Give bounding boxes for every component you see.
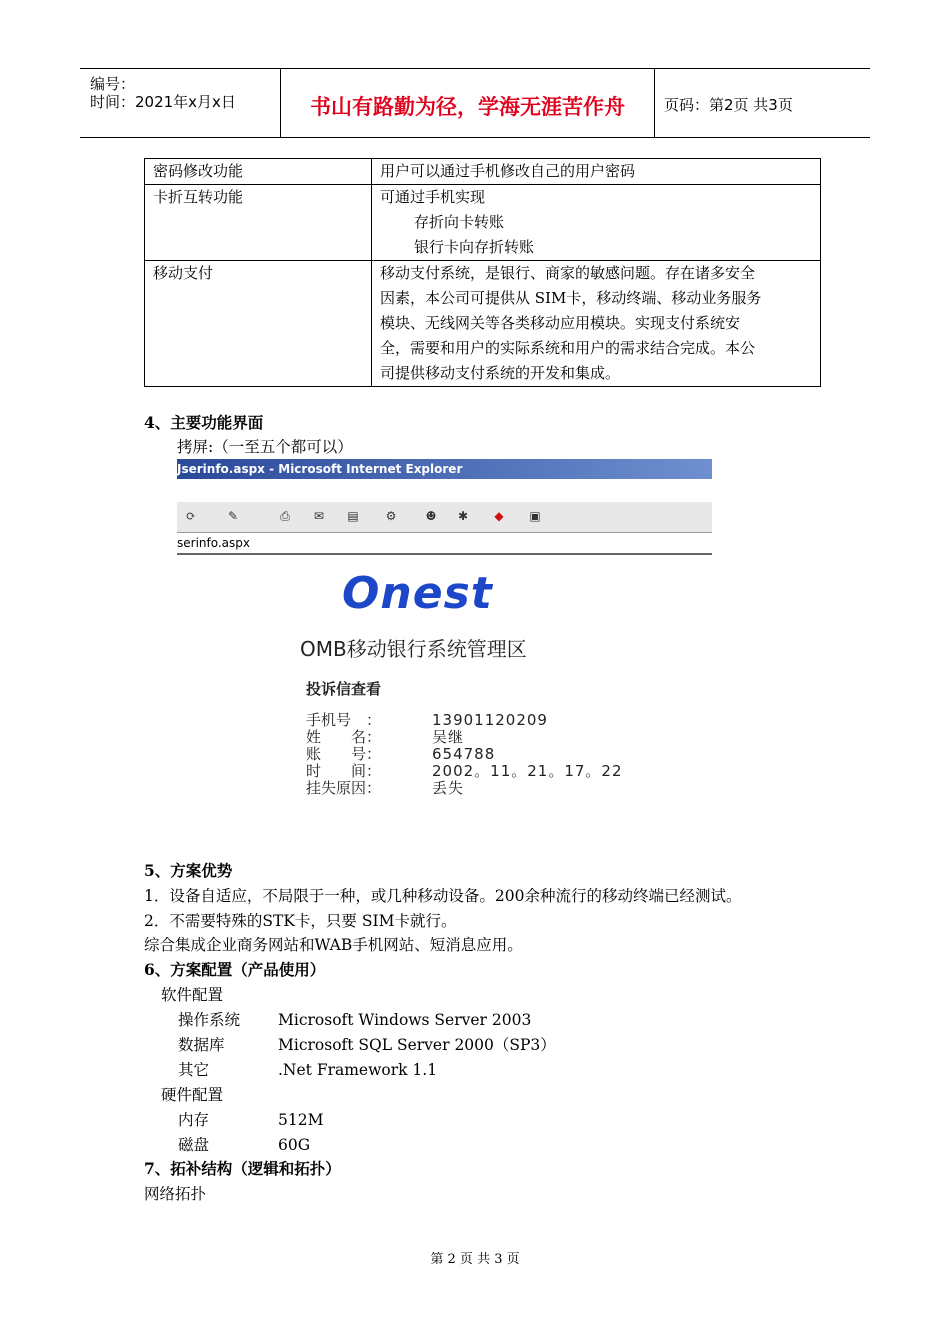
field-value: 13901120209 (432, 711, 548, 729)
complaint-subtitle: 投诉信查看 (306, 680, 382, 698)
page-header (80, 68, 870, 138)
feature-table (144, 158, 821, 387)
feature-desc (372, 261, 821, 387)
refresh-icon: ⟳ (185, 509, 197, 523)
desc-subline: 存折向卡转账 (414, 213, 505, 231)
edit-icon: ✎ (227, 509, 239, 523)
field-label: 挂失原因： (306, 779, 382, 797)
field-label: 账 号： (306, 745, 382, 763)
number-label: 编号： (90, 75, 136, 93)
advantage-item: 综合集成企业商务网站和WAB手机网站、短消息应用。 (144, 936, 523, 954)
config-value: .Net Framework 1.1 (278, 1061, 438, 1079)
page-footer: 第 2 页 共 3 页 (430, 1252, 520, 1267)
field-value: 丢失 (432, 779, 465, 797)
browser-screenshot (177, 459, 712, 555)
desc-line: 可通过手机实现 (380, 188, 486, 206)
field-value: 2002。11。21。17。22 (432, 762, 623, 780)
field-label: 时 间： (306, 762, 382, 780)
onest-logo: Onest (342, 568, 493, 619)
settings-icon: ✱ (457, 509, 469, 523)
system-title: OMB移动银行系统管理区 (300, 637, 527, 661)
mail-icon: ✉ (313, 509, 325, 523)
advantage-item: 2．不需要特殊的STK卡，只要 SIM卡就行。 (144, 912, 457, 930)
field-row (306, 728, 465, 746)
window-icon: ▣ (529, 509, 541, 523)
field-label: 姓 名： (306, 728, 382, 746)
section6-title: 6、方案配置（产品使用） (144, 960, 326, 979)
page-label: 页码：第2页 共3页 (664, 96, 793, 114)
desc-line: 用户可以通过手机修改自己的用户密码 (380, 162, 636, 180)
tools-icon: ⚙ (385, 509, 397, 523)
desc-subline: 银行卡向存折转账 (414, 238, 535, 256)
section7-title: 7、拓补结构（逻辑和拓扑） (144, 1159, 341, 1178)
desc-line: 移动支付系统，是银行、商家的敏感问题。存在诸多安全 (380, 264, 756, 282)
config-value: 512M (278, 1111, 324, 1129)
field-row (306, 711, 548, 729)
config-key: 磁盘 (178, 1136, 210, 1154)
field-row (306, 762, 623, 780)
field-row (306, 745, 496, 763)
table-row (145, 159, 821, 185)
header-info-cell (80, 69, 280, 137)
browser-toolbar (177, 501, 712, 533)
field-label: 手机号 ： (306, 711, 382, 729)
desc-line: 司提供移动支付系统的开发和集成。 (380, 364, 621, 382)
messenger-icon: ☻ (425, 509, 437, 523)
desc-line: 模块、无线网关等各类移动应用模块。实现支付系统安 (380, 314, 741, 332)
section4-caption: 拷屏:（一至五个都可以） (177, 438, 353, 456)
field-row (306, 779, 465, 797)
address-bar: serinfo.aspx (177, 533, 712, 555)
config-value: Microsoft SQL Server 2000（SP3） (278, 1036, 556, 1054)
config-value: 60G (278, 1136, 311, 1154)
page-icon: ▤ (347, 509, 359, 523)
config-key: 其它 (178, 1061, 210, 1079)
feature-name: 卡折互转功能 (145, 185, 372, 261)
section7-text: 网络拓扑 (144, 1185, 207, 1203)
table-row (145, 261, 821, 387)
software-label: 软件配置 (161, 986, 224, 1004)
advantage-item: 1．设备自适应，不局限于一种，或几种移动设备。200余种流行的移动终端已经测试。 (144, 887, 742, 905)
header-motto-cell (280, 69, 655, 137)
config-key: 数据库 (178, 1036, 225, 1054)
print-icon: ⎙ (280, 509, 290, 523)
feature-desc (372, 159, 821, 185)
config-key: 内存 (178, 1111, 210, 1129)
motto: 书山有路勤为径，学海无涯苦作舟 (310, 95, 625, 119)
time-label: 时间：2021年x月x日 (90, 93, 236, 111)
badge-icon: ◆ (494, 509, 504, 523)
config-key: 操作系统 (178, 1011, 241, 1029)
field-value: 654788 (432, 745, 496, 763)
field-value: 吴继 (432, 728, 465, 746)
header-page-cell (654, 69, 870, 137)
hardware-label: 硬件配置 (161, 1086, 224, 1104)
window-title: Jserinfo.aspx - Microsoft Internet Explorer (177, 459, 712, 479)
table-row (145, 185, 821, 261)
section5-title: 5、方案优势 (144, 861, 233, 880)
desc-line: 因素，本公司可提供从 SIM卡，移动终端、移动业务服务 (380, 289, 762, 307)
config-value: Microsoft Windows Server 2003 (278, 1011, 532, 1029)
feature-name: 移动支付 (145, 261, 372, 387)
feature-name: 密码修改功能 (145, 159, 372, 185)
section4-title: 4、主要功能界面 (144, 413, 264, 432)
desc-line: 全，需要和用户的实际系统和用户的需求结合完成。本公 (380, 339, 756, 357)
feature-desc (372, 185, 821, 261)
